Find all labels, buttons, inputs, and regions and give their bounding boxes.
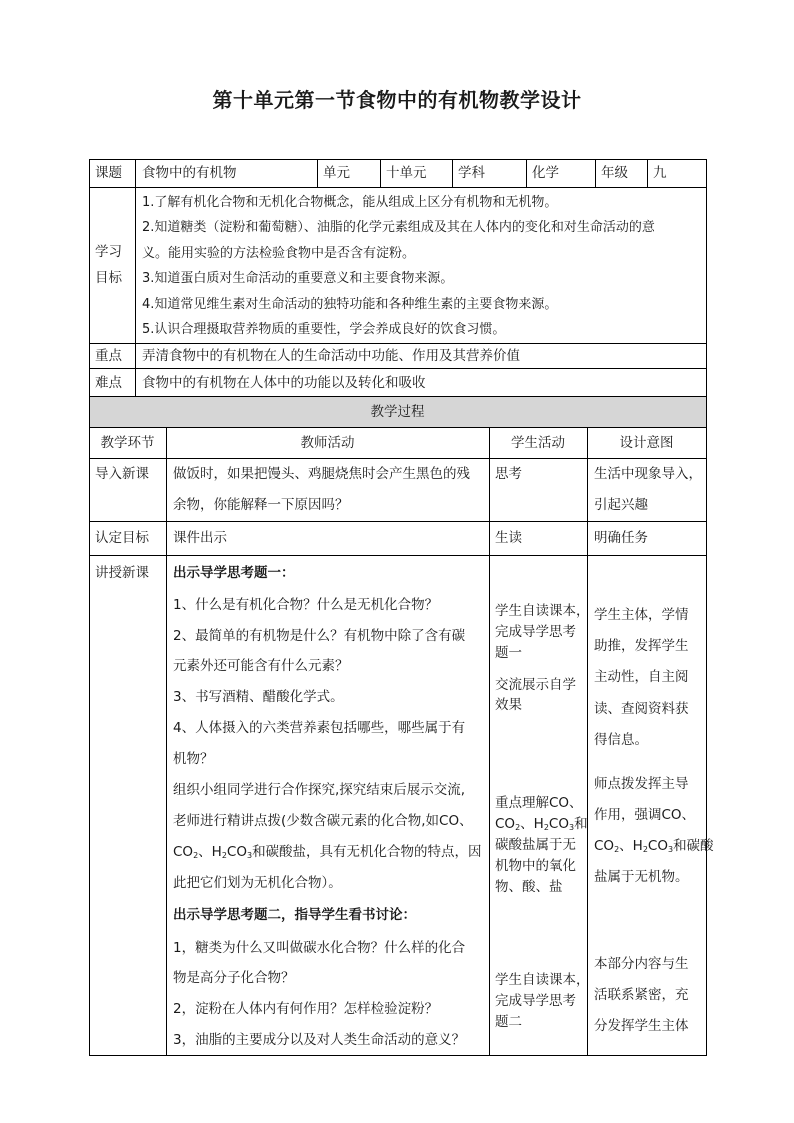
organize-line4: 此把它们划为无机化合物）。 [173,875,342,891]
intent-3-line3: 分发挥学生主体 [594,1018,689,1034]
intent-3-line1: 本部分内容与生 [594,956,689,972]
grade-label: 年级 [601,165,628,181]
student-2-line1: 交流展示自学 [495,677,576,693]
intent-1-line3: 主动性，自主阅 [594,669,689,685]
intro-intent-line2: 引起兴趣 [594,497,648,513]
stage-lecture: 讲授新课 [95,565,149,581]
subject-label: 学科 [458,165,485,181]
intent-1-line5: 得信息。 [594,732,648,748]
goal-line: 5.认识合理摄取营养物质的重要性，学会养成良好的饮食习惯。 [142,322,506,338]
goal-line: 4.知道常见维生素对生命活动的独特功能和各种维生素的主要食物来源。 [142,296,558,312]
intro-teacher-line1: 做饭时，如果把馒头、鸡腿烧焦时会产生黑色的残 [173,466,470,482]
col-header-intent: 设计意图 [619,435,674,451]
goals-label-line2: 目标 [95,270,122,286]
intent-1-line4: 读、查阅资料获 [594,701,689,717]
intro-intent-line1: 生活中现象导入， [594,466,702,482]
student-2-line2: 效果 [495,697,522,713]
student-1-line2: 完成导学思考 [495,624,576,640]
intent-2-line4: 盐属于无机物。 [594,869,689,885]
intro-teacher-line2: 余物，你能解释一下原因吗？ [173,497,349,513]
student-4-line3: 题二 [495,1014,522,1030]
student-3-line5: 物、酸、盐 [495,879,563,895]
student-1-line3: 题一 [495,645,522,661]
difficulty-label: 难点 [95,375,122,391]
col-header-stage: 教学环节 [100,435,155,451]
stage-intro: 导入新课 [95,466,149,482]
question-2-2: 2，淀粉在人体内有何作用？怎样检验淀粉？ [173,1001,439,1017]
goal-line: 3.知道蛋白质对生命活动的重要意义和主要食物来源。 [142,271,454,287]
question-2-1a: 1，糖类为什么又叫做碳水化合物？什么样的化合 [173,940,466,956]
question-2-3: 3，油脂的主要成分以及对人类生命活动的意义？ [173,1032,466,1048]
question-2-1b: 物是高分子化合物？ [173,970,295,986]
student-3-line4: 机物中的氧化 [495,858,576,874]
question-1-3: 3、书写酒精、醋酸化学式。 [173,689,344,705]
intro-student: 思考 [495,466,522,482]
stage-goals: 认定目标 [95,530,149,546]
topic-value: 食物中的有机物 [142,165,237,181]
intent-2-line3: $CO_2$、$H_2CO_3$和碳酸 [594,838,714,854]
intent-1-line1: 学生主体，学情 [594,607,689,623]
col-header-teacher: 教师活动 [300,435,355,451]
grade-value: 九 [653,165,667,181]
student-3-line2: $CO_2$、$H_2CO_3$和 [495,816,588,832]
goals-list [142,190,704,342]
intent-2-line2: 作用，强调CO、 [594,807,696,823]
student-4-line2: 完成导学思考 [495,993,576,1009]
process-header: 教学过程 [370,404,425,420]
question-1-4b: 机物？ [173,751,214,767]
topic-label: 课题 [95,165,122,181]
goals-teacher: 课件出示 [173,530,227,546]
organize-line2: 老师进行精讲点拨(少数含碳元素的化合物,如CO、 [173,813,473,829]
organize-line1: 组织小组同学进行合作探究,探究结束后展示交流, [173,782,466,798]
subject-value: 化学 [532,165,559,181]
question-1-2b: 元素外还可能含有什么元素？ [173,658,349,674]
goal-line: 义。能用实验的方法检验食物中是否含有淀粉。 [142,245,416,261]
intent-2-line1: 师点拨发挥主导 [594,776,689,792]
question-1-1: 1、什么是有机化合物？什么是无机化合物？ [173,597,439,613]
intent-3-line2: 活联系紧密，充 [594,987,689,1003]
goal-line: 2.知道糖类（淀粉和葡萄糖）、油脂的化学元素组成及其在人体内的变化和对生命活动的意 [142,220,655,236]
guide-question-1-heading: 出示导学思考题一： [173,565,295,581]
goals-intent: 明确任务 [594,530,648,546]
goals-label-line1: 学习 [95,244,122,260]
difficulty-value: 食物中的有机物在人体中的功能以及转化和吸收 [142,375,426,391]
student-4-line1: 学生自读课本， [495,972,590,988]
key-point-value: 弄清食物中的有机物在人的生命活动中功能、作用及其营养价值 [142,348,520,364]
key-point-label: 重点 [95,348,122,364]
student-1-line1: 学生自读课本， [495,603,590,619]
student-3-line3: 碳酸盐属于无 [495,837,576,853]
goal-line: 1.了解有机化合物和无机化合物概念，能从组成上区分有机物和无机物。 [142,195,558,210]
guide-question-2-heading: 出示导学思考题二，指导学生看书讨论： [173,907,416,923]
page-title: 第十单元第一节食物中的有机物教学设计 [212,88,582,112]
question-1-2a: 2、最简单的有机物是什么？有机物中除了含有碳 [173,628,466,644]
student-3-line1: 重点理解CO、 [495,795,583,811]
goals-student: 生读 [495,530,522,546]
col-header-student: 学生活动 [511,435,565,451]
unit-value: 十单元 [386,165,427,181]
organize-line3: $CO_2$、$H_2CO_3$和碳酸盐，具有无机化合物的特点，因 [173,844,482,860]
question-1-4a: 4、人体摄入的六类营养素包括哪些，哪些属于有 [173,720,466,736]
unit-label: 单元 [323,165,350,181]
intent-1-line2: 助推，发挥学生 [594,638,689,654]
